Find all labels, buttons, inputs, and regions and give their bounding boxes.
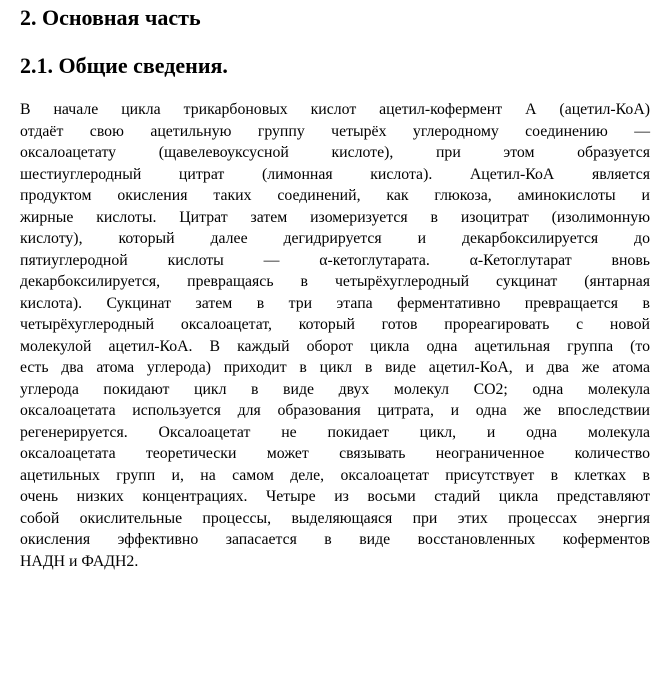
- paragraph-line: собой окислительные процессы, выделяющаяся при этих процессах энергия: [20, 509, 650, 527]
- paragraph-line: ацетильных групп и, на самом деле, оксалоацетат присутствует в клетках в: [20, 466, 650, 484]
- paragraph-line: очень низких концентрациях. Четыре из восьми стадий цикла представляют: [20, 488, 650, 505]
- paragraph-line: кислоту), который далее дегидрируется и декарбоксилируется до: [20, 230, 650, 247]
- paragraph-line: В начале цикла трикарбоновых кислот ацетил-кофермент А (ацетил-КоА): [20, 101, 650, 118]
- paragraph-line: оксалоацетату (щавелевоуксусной кислоте), при этом образуется: [20, 144, 650, 161]
- section-heading: 2. Основная часть: [20, 5, 201, 30]
- paragraph-line: НАДН и ФАДН2.: [20, 552, 139, 570]
- subsection-heading: 2.1. Общие сведения.: [20, 53, 228, 78]
- paragraph-line: жирные кислоты. Цитрат затем изомеризуется в изоцитрат (изолимонную: [20, 208, 650, 226]
- body-paragraph: [20, 99, 650, 572]
- paragraph-line: шестиуглеродный цитрат (лимонная кислота). Ацетил-КоА является: [20, 165, 650, 183]
- paragraph-line: углерода покидают цикл в виде двух молекул СО2; одна молекула: [20, 380, 650, 398]
- paragraph-line: продуктом окисления таких соединений, как глюкоза, аминокислоты и: [20, 187, 650, 204]
- paragraph-line: пятиуглеродной кислоты — α-кетоглутарата. α-Кетоглутарат вновь: [20, 251, 650, 269]
- paragraph-line: декарбоксилируется, превращаясь в четырёхуглеродный сукцинат (янтарная: [20, 273, 650, 290]
- paragraph-line: регенерируется. Оксалоацетат не покидает цикл, и одна молекула: [20, 423, 650, 441]
- paragraph-line: отдаёт свою ацетильную группу четырёх углеродному соединению —: [20, 122, 650, 140]
- paragraph-line: молекулой ацетил-КоА. В каждый оборот цикла одна ацетильная группа (то: [20, 337, 650, 355]
- paragraph-line: четырёхуглеродный оксалоацетат, который готов прореагировать с новой: [20, 316, 650, 333]
- paragraph-line: есть два атома углерода) приходит в цикл в виде ацетил-КоА, и два же атома: [20, 359, 650, 376]
- paragraph-line: окисления эффективно запасается в виде восстановленных коферментов: [20, 531, 650, 548]
- paragraph-line: кислота). Сукцинат затем в три этапа ферментативно превращается в: [20, 294, 650, 312]
- paragraph-line: оксалоацетата используется для образования цитрата, и одна же впоследствии: [20, 402, 650, 419]
- paragraph-line: оксалоацетата теоретически может связывать неограниченное количество: [20, 445, 650, 462]
